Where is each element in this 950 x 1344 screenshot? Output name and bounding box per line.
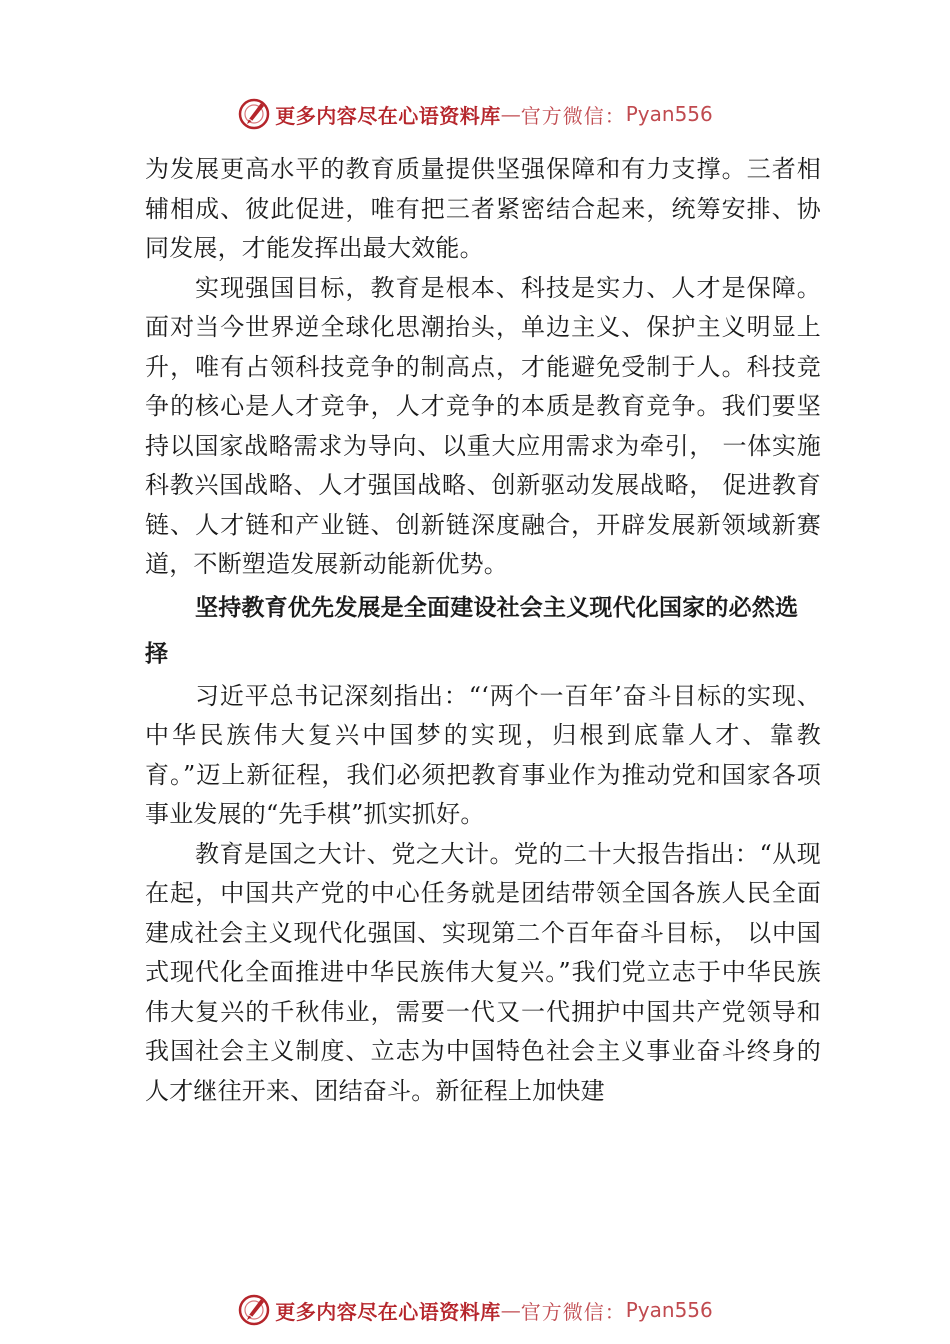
document-body — [145, 150, 821, 1111]
banner-dash: — — [500, 1298, 521, 1322]
pen-nib-seal-icon — [237, 97, 271, 131]
banner-brand-text: 更多内容尽在心语资料库 — [275, 103, 501, 128]
paragraph-4: 教育是国之大计、党之大计。党的二十大报告指出：“从现在起，中国共产党的中心任务就是团结带领全国各族人民全面建成社会主义现代化强国、实现第二个百年奋斗目标， 以中国式现代化全面推进中华民族伟大复兴。”我们党立志于中华民族伟大复兴的千秋伟业，需要一代又一代拥护中国共产党领导和我国社会主义制度、立志为中国特色社会主义事业奋斗终身的人才继往开来、团结奋斗。新征程上加快建 — [145, 839, 821, 1105]
banner-wechat-id: Pyan556 — [625, 102, 713, 126]
banner-brand-text: 更多内容尽在心语资料库 — [275, 1299, 501, 1324]
banner-official-label: 官方微信： — [520, 103, 626, 128]
section-heading: 坚持教育优先发展是全面建设社会主义现代化国家的必然选择 — [145, 594, 799, 667]
paragraph-3: 习近平总书记深刻指出：“‘两个一百年’奋斗目标的实现、中华民族伟大复兴中国梦的实现，归根到底靠人才、靠教育。”迈上新征程，我们必须把教育事业作为推动党和国家各项事业发展的“先手棋”抓实抓好。 — [145, 681, 821, 828]
paragraph-2: 实现强国目标，教育是根本、科技是实力、人才是保障。面对当今世界逆全球化思潮抬头，单边主义、保护主义明显上升，唯有占领科技竞争的制高点，才能避免受制于人。科技竞争的核心是人才竞争，人才竞争的本质是教育竞争。我们要坚持以国家战略需求为导向、以重大应用需求为牵引， 一体实施科教兴国战略、人才强国战略、创新驱动发展战略， 促进教育链、人才链和产业链、创新链深度融合，开辟发展新领域新赛道，不断塑造发展新动能新优势。 — [145, 273, 821, 578]
paragraph-1: 为发展更高水平的教育质量提供坚强保障和有力支撑。三者相辅相成、彼此促进，唯有把三者紧密结合起来，统筹安排、协同发展，才能发挥出最大效能。 — [145, 155, 821, 262]
banner-wechat-id: Pyan556 — [625, 1298, 713, 1322]
banner-official-label: 官方微信： — [520, 1299, 626, 1324]
header-banner — [0, 94, 950, 134]
pen-nib-seal-icon — [237, 1293, 271, 1327]
banner-dash: — — [500, 102, 521, 126]
footer-banner — [0, 1290, 950, 1330]
